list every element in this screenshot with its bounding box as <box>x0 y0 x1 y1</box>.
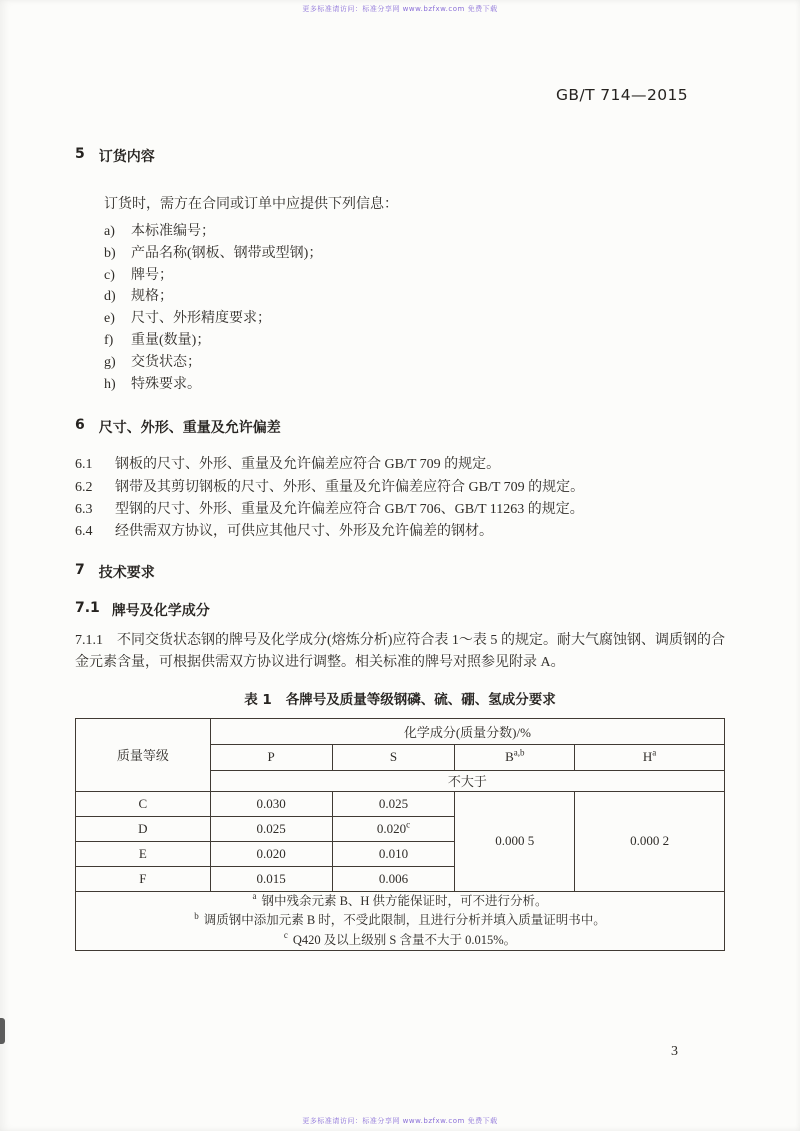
table-1 <box>75 718 725 952</box>
s-value: 0.025 <box>378 795 409 811</box>
list-item-text: 牌号； <box>131 267 173 283</box>
list-item <box>104 286 725 308</box>
p-cell: 0.020 <box>210 841 332 866</box>
list-item <box>104 330 725 352</box>
section-6-heading <box>75 417 725 437</box>
list-item-text: 尺寸、外形精度要求； <box>131 311 271 327</box>
s-value: 0.006 <box>378 870 409 886</box>
section-7-title: 技术要求 <box>98 564 155 581</box>
footnote-a <box>78 892 722 912</box>
list-item <box>104 243 725 265</box>
col-header-b <box>455 744 575 770</box>
list-item-label: d) <box>104 289 116 305</box>
grade-cell: C <box>76 791 211 816</box>
list-item-label: b) <box>104 245 116 261</box>
clause <box>75 521 725 543</box>
clause-text: 型钢的尺寸、外形、重量及允许偏差应符合 GB/T 706、GB/T 11263 的规定。 <box>115 501 584 517</box>
footnote-marker: a <box>252 891 257 902</box>
section-5-heading <box>75 146 725 166</box>
s-cell <box>332 841 455 866</box>
clause-number: 7.1.1 <box>75 632 103 648</box>
list-item-text: 特殊要求。 <box>131 376 201 392</box>
s-value: 0.020 <box>376 820 407 836</box>
table-notes-row <box>76 891 725 951</box>
list-item <box>104 221 725 243</box>
list-item <box>104 352 725 374</box>
footnote-b <box>78 911 722 931</box>
col-header-h-base: H <box>642 749 653 765</box>
list-item-label: f) <box>104 332 114 348</box>
page-number: 3 <box>671 1044 678 1059</box>
clause <box>75 477 725 499</box>
p-cell: 0.030 <box>210 791 332 816</box>
grade-column-header: 质量等级 <box>76 718 211 791</box>
list-item-text: 重量(数量)； <box>131 332 211 348</box>
section-7-number: 7 <box>75 561 85 578</box>
footnote-text: 钢中残余元素 B、H 供方能保证时，可不进行分析。 <box>261 893 548 908</box>
scan-artifact <box>0 1018 5 1044</box>
s-sup: c <box>406 819 411 830</box>
watermark-bottom: 更多标准请访问：标准分享网 www.bzfxw.com 免费下载 <box>302 1117 498 1125</box>
footnote-text: 调质钢中添加元素 B 时，不受此限制，且进行分析并填入质量证明书中。 <box>203 913 606 928</box>
section-7-1-number: 7.1 <box>75 599 100 616</box>
footnote-marker: c <box>283 930 288 941</box>
col-header-b-sup: a,b <box>513 747 525 758</box>
list-item-label: a) <box>104 224 115 239</box>
list-item-label: g) <box>104 354 116 370</box>
p-cell: 0.025 <box>210 816 332 841</box>
page-content <box>0 146 800 951</box>
list-item <box>104 265 725 287</box>
table-header-row-1 <box>76 718 725 744</box>
table-notes-cell <box>76 891 725 951</box>
h-merged-cell: 0.000 2 <box>575 791 725 891</box>
col-header-p: P <box>210 744 332 770</box>
standard-code: GB/T 714—2015 <box>556 86 688 104</box>
section-7-1-title: 牌号及化学成分 <box>111 602 210 619</box>
footnote-marker: b <box>194 910 199 921</box>
clause <box>75 454 725 476</box>
clause-7-1-1 <box>75 630 725 675</box>
grade-cell: F <box>76 866 211 891</box>
table-1-caption-label: 表 1 <box>244 691 272 708</box>
list-item-text: 本标准编号； <box>131 224 215 239</box>
order-info-list <box>75 221 725 395</box>
limit-label-cell: 不大于 <box>210 770 724 791</box>
list-item-label: h) <box>104 376 116 392</box>
watermark-top: 更多标准请访问：标准分享网 www.bzfxw.com 免费下载 <box>302 5 498 13</box>
section-6-title: 尺寸、外形、重量及允许偏差 <box>98 420 281 437</box>
s-cell <box>332 791 455 816</box>
table-1-caption-title: 各牌号及质量等级钢磷、硫、硼、氢成分要求 <box>285 691 556 708</box>
section-5-number: 5 <box>75 146 85 162</box>
col-header-b-base: B <box>505 749 514 765</box>
chem-composition-header: 化学成分(质量分数)/% <box>210 718 724 744</box>
list-item-text: 交货状态； <box>131 354 201 370</box>
b-merged-cell: 0.000 5 <box>455 791 575 891</box>
section-5-title: 订货内容 <box>98 149 155 165</box>
list-item <box>104 308 725 330</box>
section-6-clauses <box>75 454 725 543</box>
table-1-caption <box>75 688 725 708</box>
clause-number: 6.1 <box>75 457 93 473</box>
clause-text: 钢带及其剪切钢板的尺寸、外形、重量及允许偏差应符合 GB/T 709 的规定。 <box>115 479 585 495</box>
list-item-text: 产品名称(钢板、钢带或型钢)； <box>131 245 323 261</box>
section-6-number: 6 <box>75 417 85 434</box>
section-7-1-heading <box>75 600 725 620</box>
col-header-h <box>575 744 725 770</box>
clause-text: 经供需双方协议，可供应其他尺寸、外形及允许偏差的钢材。 <box>115 524 493 540</box>
clause-number: 6.4 <box>75 524 93 540</box>
grade-cell: D <box>76 816 211 841</box>
p-cell: 0.015 <box>210 866 332 891</box>
col-header-h-sup: a <box>652 747 657 758</box>
table-row <box>76 791 725 816</box>
clause-number: 6.2 <box>75 479 93 495</box>
clause <box>75 499 725 521</box>
s-cell <box>332 866 455 891</box>
clause-text: 钢板的尺寸、外形、重量及允许偏差应符合 GB/T 709 的规定。 <box>115 457 501 473</box>
col-header-s: S <box>332 744 455 770</box>
list-item-label: e) <box>104 311 115 327</box>
clause-text: 不同交货状态钢的牌号及化学成分(熔炼分析)应符合表 1～表 5 的规定。耐大气腐蚀钢、调质钢的合金元素含量，可根据供需双方协议进行调整。相关标准的牌号对照参见附录 A。 <box>75 632 725 671</box>
list-item <box>104 374 725 396</box>
list-item-text: 规格； <box>131 289 173 305</box>
footnote-text: Q420 及以上级别 S 含量不大于 0.015%。 <box>292 932 517 947</box>
s-value: 0.010 <box>378 845 409 861</box>
footnote-c <box>78 931 722 951</box>
grade-cell: E <box>76 841 211 866</box>
clause-number: 6.3 <box>75 501 93 517</box>
s-cell <box>332 816 455 841</box>
section-5-intro: 订货时，需方在合同或订单中应提供下列信息： <box>104 197 398 212</box>
section-7-heading <box>75 562 725 582</box>
list-item-label: c) <box>104 267 115 283</box>
